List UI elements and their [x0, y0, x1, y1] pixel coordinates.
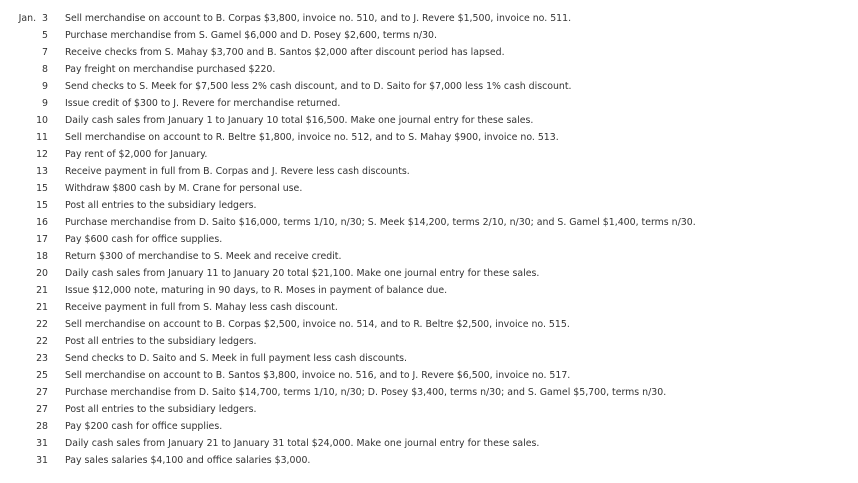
transaction-description: Pay rent of $2,000 for January. [65, 149, 208, 160]
transaction-description: Sell merchandise on account to B. Corpas $2,500, invoice no. 514, and to R. Beltre $2,500, invoice no. 515. [65, 319, 570, 330]
month-label: Jan. [18, 13, 37, 24]
transaction-date [0, 452, 48, 469]
transaction-date [0, 350, 48, 367]
transaction-date [0, 146, 48, 163]
transaction-row [0, 61, 858, 78]
transaction-description: Issue $12,000 note, maturing in 90 days, to R. Moses in payment of balance due. [65, 285, 448, 296]
transaction-date [0, 248, 48, 265]
transaction-description: Daily cash sales from January 21 to January 31 total $24,000. Make one journal entry for these sales. [65, 438, 540, 449]
transaction-description: Return $300 of merchandise to S. Meek and receive credit. [65, 251, 342, 262]
transaction-row [0, 299, 858, 316]
transaction-row [0, 265, 858, 282]
transaction-row [0, 10, 858, 27]
transaction-row [0, 248, 858, 265]
transaction-row [0, 316, 858, 333]
transaction-description: Purchase merchandise from S. Gamel $6,000 and D. Posey $2,600, terms n/30. [65, 30, 437, 41]
transaction-row [0, 44, 858, 61]
day-number: 21 [36, 285, 48, 296]
transaction-row [0, 27, 858, 44]
transaction-date [0, 27, 48, 44]
day-number: 18 [36, 251, 48, 262]
day-number: 5 [42, 30, 48, 41]
transaction-row [0, 367, 858, 384]
day-number: 16 [36, 217, 48, 228]
transaction-row [0, 112, 858, 129]
transaction-description: Send checks to S. Meek for $7,500 less 2% cash discount, and to D. Saito for $7,000 less 1% cash discount. [65, 81, 572, 92]
transaction-description: Post all entries to the subsidiary ledgers. [65, 200, 257, 211]
transaction-description: Daily cash sales from January 11 to January 20 total $21,100. Make one journal entry for these sales. [65, 268, 540, 279]
day-number: 22 [36, 336, 48, 347]
transaction-row [0, 384, 858, 401]
transaction-date [0, 418, 48, 435]
transaction-row [0, 418, 858, 435]
day-number: 13 [36, 166, 48, 177]
day-number: 28 [36, 421, 48, 432]
day-number: 27 [36, 387, 48, 398]
day-number: 17 [36, 234, 48, 245]
transaction-row [0, 95, 858, 112]
transaction-row [0, 180, 858, 197]
transaction-date [0, 129, 48, 146]
day-number: 25 [36, 370, 48, 381]
transaction-description: Receive payment in full from S. Mahay less cash discount. [65, 302, 338, 313]
day-number: 10 [36, 115, 48, 126]
transaction-row [0, 350, 858, 367]
transaction-description: Post all entries to the subsidiary ledgers. [65, 404, 257, 415]
day-number: 31 [36, 455, 48, 466]
day-number: 9 [42, 81, 48, 92]
day-number: 8 [42, 64, 48, 75]
transaction-date [0, 265, 48, 282]
transaction-description: Sell merchandise on account to R. Beltre $1,800, invoice no. 512, and to S. Mahay $900, invoice no. 513. [65, 132, 559, 143]
transaction-row [0, 231, 858, 248]
transaction-description: Send checks to D. Saito and S. Meek in full payment less cash discounts. [65, 353, 408, 364]
transaction-date [0, 231, 48, 248]
transaction-date [0, 316, 48, 333]
transaction-row [0, 333, 858, 350]
day-number: 22 [36, 319, 48, 330]
transaction-description: Withdraw $800 cash by M. Crane for personal use. [65, 183, 303, 194]
transaction-row [0, 78, 858, 95]
transaction-date [0, 180, 48, 197]
transaction-row [0, 401, 858, 418]
transaction-date [0, 384, 48, 401]
transaction-description: Sell merchandise on account to B. Santos $3,800, invoice no. 516, and to J. Revere $6,500, invoice no. 517. [65, 370, 571, 381]
day-number: 15 [36, 200, 48, 211]
transaction-row [0, 163, 858, 180]
day-number: 31 [36, 438, 48, 449]
day-number: 12 [36, 149, 48, 160]
transaction-row [0, 129, 858, 146]
transaction-description: Receive checks from S. Mahay $3,700 and B. Santos $2,000 after discount period has lapsed. [65, 47, 505, 58]
transaction-row [0, 452, 858, 469]
transaction-date [0, 61, 48, 78]
transaction-description: Pay $200 cash for office supplies. [65, 421, 223, 432]
transaction-row [0, 282, 858, 299]
transaction-description: Pay $600 cash for office supplies. [65, 234, 223, 245]
transaction-date [0, 10, 48, 27]
transaction-description: Sell merchandise on account to B. Corpas $3,800, invoice no. 510, and to J. Revere $1,500, invoice no. 511. [65, 13, 572, 24]
transaction-description: Purchase merchandise from D. Saito $14,700, terms 1/10, n/30; D. Posey $3,400, terms n/30; and S. Gamel $5,700, terms n/30. [65, 387, 667, 398]
transaction-row [0, 214, 858, 231]
transaction-date [0, 78, 48, 95]
day-number: 3 [42, 13, 48, 24]
transaction-date [0, 435, 48, 452]
transaction-date [0, 44, 48, 61]
day-number: 7 [42, 47, 48, 58]
transaction-date [0, 333, 48, 350]
transaction-description: Purchase merchandise from D. Saito $16,000, terms 1/10, n/30; S. Meek $14,200, terms 2/10, n/30; and S. Gamel $1,400, terms n/30. [65, 217, 696, 228]
transaction-description: Pay sales salaries $4,100 and office salaries $3,000. [65, 455, 311, 466]
day-number: 11 [36, 132, 48, 143]
day-number: 9 [42, 98, 48, 109]
transaction-date [0, 197, 48, 214]
transaction-date [0, 299, 48, 316]
transaction-row [0, 435, 858, 452]
day-number: 27 [36, 404, 48, 415]
transaction-date [0, 367, 48, 384]
transaction-date [0, 282, 48, 299]
transaction-description: Pay freight on merchandise purchased $220. [65, 64, 276, 75]
transaction-description: Daily cash sales from January 1 to January 10 total $16,500. Make one journal entry for these sales. [65, 115, 534, 126]
transaction-date [0, 163, 48, 180]
day-number: 21 [36, 302, 48, 313]
transaction-description: Receive payment in full from B. Corpas and J. Revere less cash discounts. [65, 166, 410, 177]
transaction-description: Post all entries to the subsidiary ledgers. [65, 336, 257, 347]
day-number: 15 [36, 183, 48, 194]
transaction-description: Issue credit of $300 to J. Revere for merchandise returned. [65, 98, 341, 109]
transaction-date [0, 401, 48, 418]
transaction-date [0, 214, 48, 231]
day-number: 20 [36, 268, 48, 279]
transaction-row [0, 197, 858, 214]
transaction-date [0, 95, 48, 112]
transaction-date [0, 112, 48, 129]
transaction-row [0, 146, 858, 163]
day-number: 23 [36, 353, 48, 364]
